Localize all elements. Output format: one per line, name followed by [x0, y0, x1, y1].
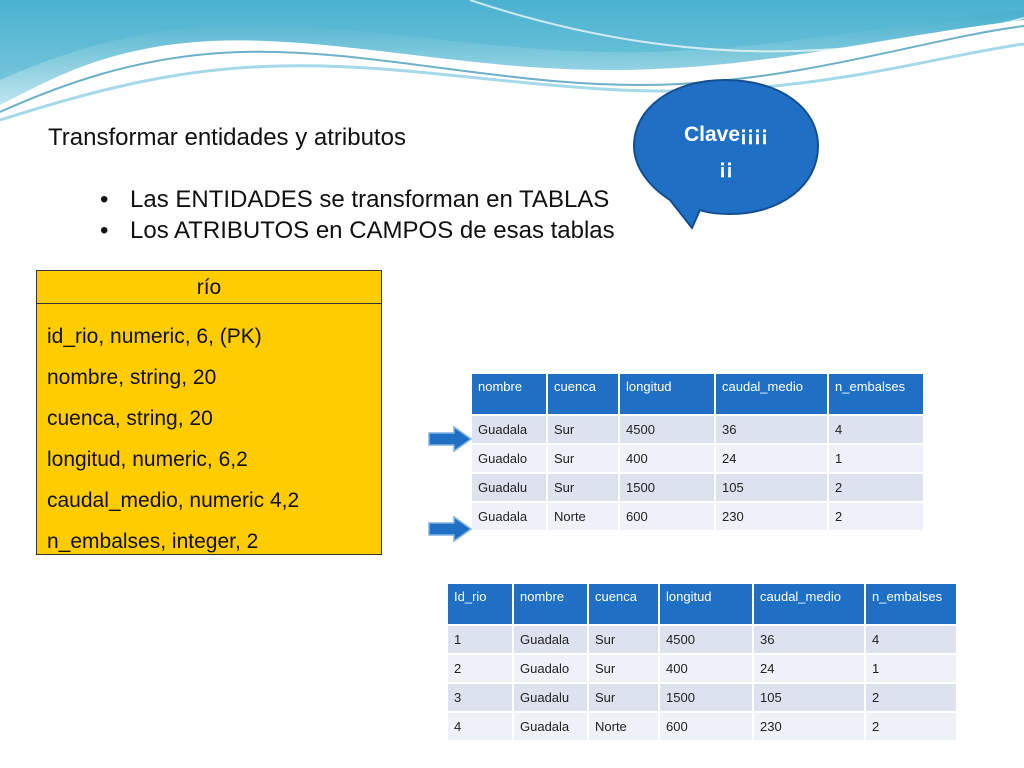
column-header: n_embalses: [829, 374, 923, 414]
table-row: [472, 503, 923, 530]
table-cell: 1: [866, 655, 956, 682]
table-cell: 400: [660, 655, 752, 682]
table-row: [448, 655, 956, 682]
table-cell: 1: [448, 626, 512, 653]
table-cell: 230: [754, 713, 864, 740]
bullet-symbol: •: [100, 217, 109, 244]
callout-text: [664, 118, 788, 184]
column-header: nombre: [472, 374, 546, 414]
entity-field: id_rio, numeric, 6, (PK): [47, 325, 262, 348]
table-cell: Guadalu: [472, 474, 546, 501]
table-row: [472, 474, 923, 501]
table-cell: 4: [448, 713, 512, 740]
table-cell: 24: [716, 445, 827, 472]
table-cell: Guadala: [472, 416, 546, 443]
table-cell: Norte: [589, 713, 658, 740]
table-cell: 36: [716, 416, 827, 443]
table-cell: 600: [620, 503, 714, 530]
rio-table: [470, 372, 925, 532]
bullet-item: [100, 184, 615, 215]
bullet-item: [100, 215, 615, 246]
table-cell: Guadalo: [514, 655, 587, 682]
table-cell: Sur: [589, 684, 658, 711]
entity-name: río: [37, 271, 381, 304]
entity-field: caudal_medio, numeric 4,2: [47, 489, 300, 512]
column-header: longitud: [660, 584, 752, 624]
table-header-row: [448, 584, 956, 624]
arrow-right-icon: [428, 426, 472, 452]
table-cell: Sur: [589, 655, 658, 682]
table-cell: 4: [866, 626, 956, 653]
table-cell: Sur: [548, 416, 618, 443]
table-row: [472, 445, 923, 472]
column-header: longitud: [620, 374, 714, 414]
callout-line-1: Clave¡¡¡¡: [683, 123, 768, 146]
table-cell: Guadalu: [514, 684, 587, 711]
column-header: cuenca: [548, 374, 618, 414]
bullet-symbol: •: [100, 186, 109, 213]
table-cell: 24: [754, 655, 864, 682]
slide-title: Transformar entidades y atributos: [48, 124, 406, 151]
table-cell: 2: [866, 684, 956, 711]
table-row: [448, 626, 956, 653]
table-cell: Sur: [548, 445, 618, 472]
table-cell: Sur: [548, 474, 618, 501]
bullet-text: Las ENTIDADES se transforman en TABLAS: [130, 186, 610, 213]
entity-field: cuenca, string, 20: [47, 407, 213, 430]
table-row: [448, 713, 956, 740]
table-cell: 4500: [660, 626, 752, 653]
table-cell: 600: [660, 713, 752, 740]
arrow-right-icon: [428, 516, 472, 542]
table-cell: 1500: [660, 684, 752, 711]
entity-box: [36, 270, 382, 555]
table-cell: Guadala: [514, 713, 587, 740]
table-cell: Guadalo: [472, 445, 546, 472]
table-row: [448, 684, 956, 711]
table-cell: Guadala: [514, 626, 587, 653]
column-header: cuenca: [589, 584, 658, 624]
entity-field: nombre, string, 20: [47, 366, 217, 389]
column-header: nombre: [514, 584, 587, 624]
table-cell: 400: [620, 445, 714, 472]
header-waves: [0, 0, 1024, 130]
table-cell: 1500: [620, 474, 714, 501]
bullet-text: Los ATRIBUTOS en CAMPOS de esas tablas: [130, 217, 615, 244]
entity-field-list: [37, 304, 381, 562]
bullet-list: [100, 184, 615, 246]
table-cell: 2: [829, 503, 923, 530]
table-cell: 2: [866, 713, 956, 740]
column-header: Id_rio: [448, 584, 512, 624]
table-cell: 36: [754, 626, 864, 653]
column-header: n_embalses: [866, 584, 956, 624]
table-cell: 3: [448, 684, 512, 711]
table-cell: Guadala: [472, 503, 546, 530]
table-cell: 105: [754, 684, 864, 711]
table-cell: 1: [829, 445, 923, 472]
table-cell: Sur: [589, 626, 658, 653]
table-cell: 4500: [620, 416, 714, 443]
table-cell: 4: [829, 416, 923, 443]
callout-line-2: ¡¡: [719, 156, 733, 179]
entity-field: n_embalses, integer, 2: [47, 530, 259, 553]
entity-field: longitud, numeric, 6,2: [47, 448, 248, 471]
rio-table-with-id: [446, 582, 958, 742]
column-header: caudal_medio: [716, 374, 827, 414]
table-cell: 2: [829, 474, 923, 501]
table-header-row: [472, 374, 923, 414]
table-cell: 105: [716, 474, 827, 501]
table-cell: 230: [716, 503, 827, 530]
column-header: caudal_medio: [754, 584, 864, 624]
table-cell: 2: [448, 655, 512, 682]
table-row: [472, 416, 923, 443]
table-cell: Norte: [548, 503, 618, 530]
